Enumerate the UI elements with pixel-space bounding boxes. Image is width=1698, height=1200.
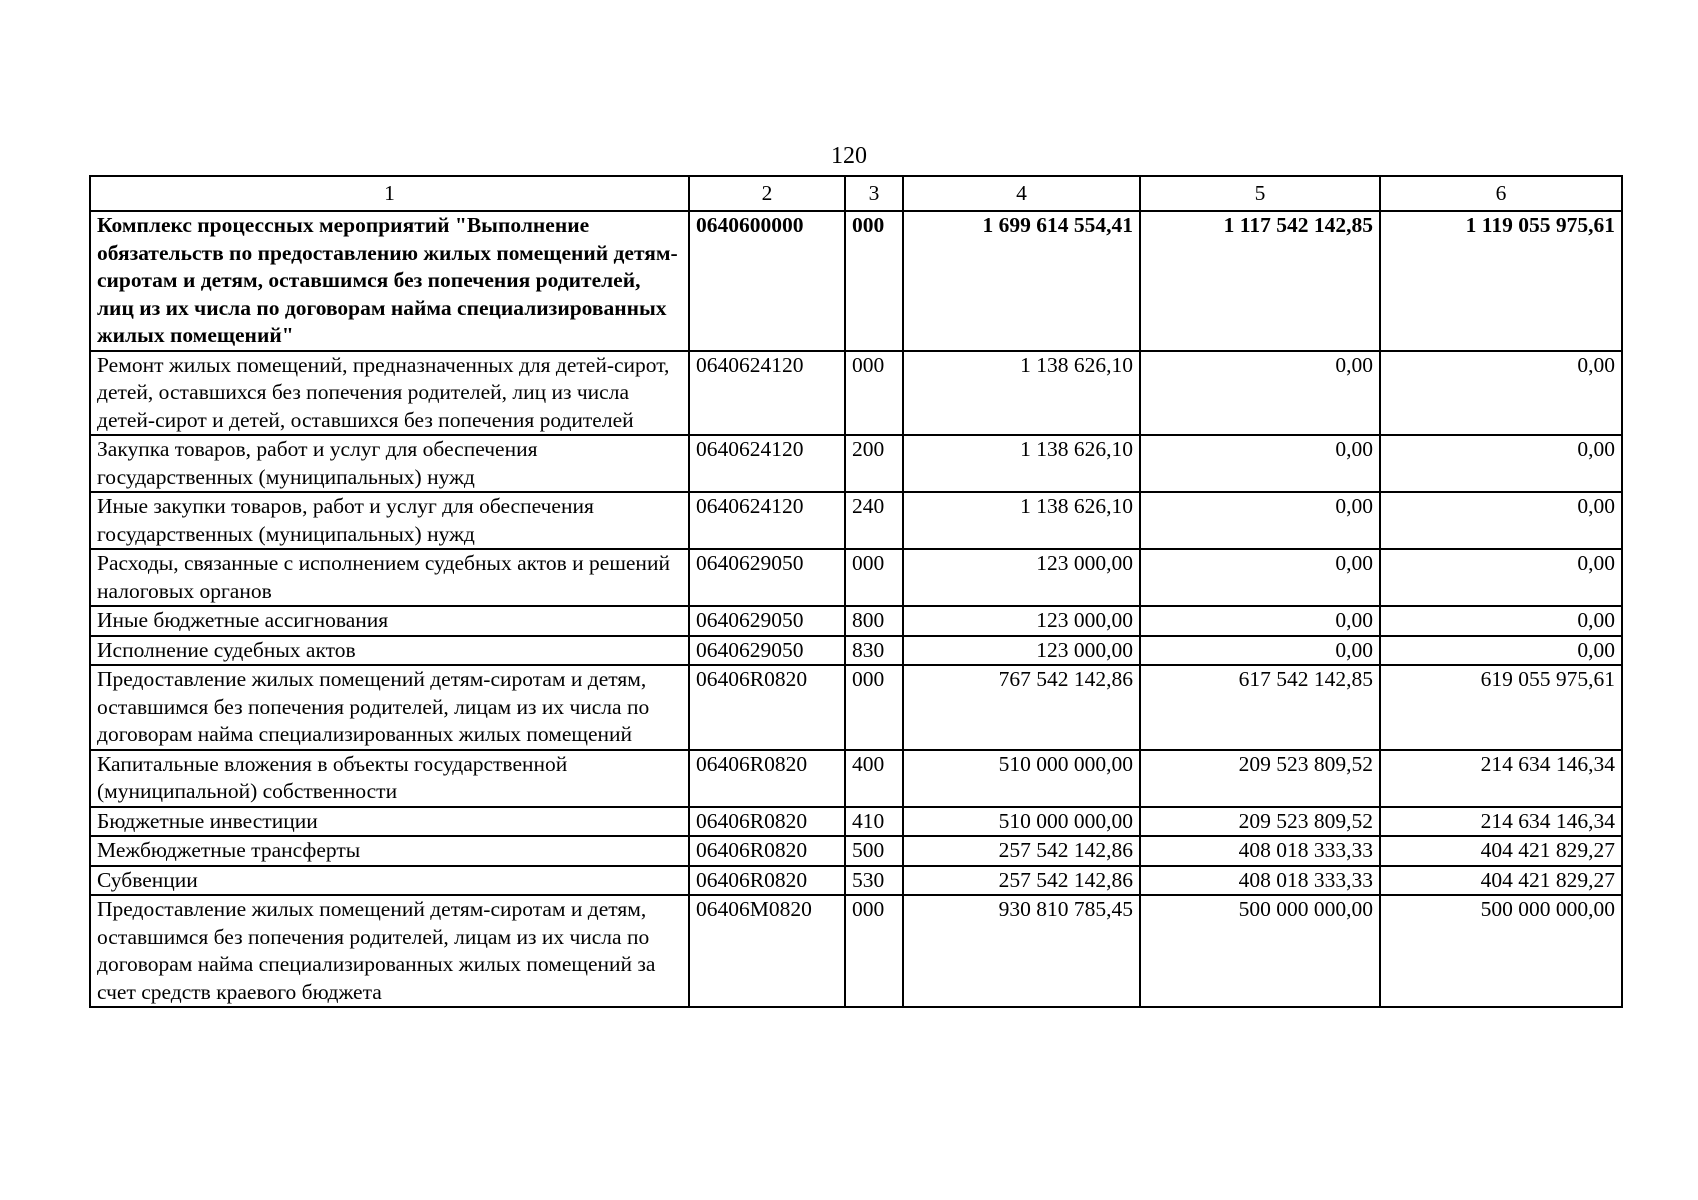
row-type-cell: 530 [845,866,903,896]
row-value-col5-cell: 0,00 [1140,606,1380,636]
row-value-col6-cell: 0,00 [1380,351,1622,436]
table-row [90,492,1622,549]
row-value-col5-cell: 0,00 [1140,435,1380,492]
row-type-cell: 000 [845,895,903,1007]
table-body [90,211,1622,1007]
table-row [90,435,1622,492]
column-header: 2 [689,176,845,211]
row-name-cell: Межбюджетные трансферты [90,836,689,866]
row-value-col4-cell: 930 810 785,45 [903,895,1140,1007]
row-value-col4-cell: 123 000,00 [903,636,1140,666]
row-value-col6-cell: 0,00 [1380,636,1622,666]
table-header-row [90,176,1622,211]
table-row [90,636,1622,666]
row-value-col6-cell: 214 634 146,34 [1380,807,1622,837]
row-value-col4-cell: 1 138 626,10 [903,351,1140,436]
row-code-cell: 0640629050 [689,549,845,606]
table-row [90,895,1622,1007]
row-name-cell: Субвенции [90,866,689,896]
row-code-cell: 06406R0820 [689,836,845,866]
row-value-col5-cell: 209 523 809,52 [1140,750,1380,807]
row-type-cell: 800 [845,606,903,636]
row-code-cell: 0640624120 [689,351,845,436]
row-name-cell: Иные закупки товаров, работ и услуг для обеспечения государственных (муниципальных) нужд [90,492,689,549]
row-value-col6-cell: 214 634 146,34 [1380,750,1622,807]
row-type-cell: 400 [845,750,903,807]
row-code-cell: 06406R0820 [689,665,845,750]
column-header: 4 [903,176,1140,211]
row-code-cell: 0640624120 [689,492,845,549]
row-type-cell: 000 [845,549,903,606]
table-row [90,866,1622,896]
row-value-col5-cell: 617 542 142,85 [1140,665,1380,750]
row-type-cell: 000 [845,351,903,436]
row-value-col6-cell: 0,00 [1380,549,1622,606]
row-value-col5-cell: 0,00 [1140,549,1380,606]
row-code-cell: 06406M0820 [689,895,845,1007]
budget-table [89,175,1623,1008]
row-name-cell: Капитальные вложения в объекты государственной (муниципальной) собственности [90,750,689,807]
row-code-cell: 0640600000 [689,211,845,351]
row-value-col5-cell: 209 523 809,52 [1140,807,1380,837]
row-name-cell: Ремонт жилых помещений, предназначенных для детей-сирот, детей, оставшихся без попечения родителей, лиц из числа детей-сирот и детей, оставшихся без попечения родителей [90,351,689,436]
row-value-col4-cell: 1 699 614 554,41 [903,211,1140,351]
row-value-col4-cell: 257 542 142,86 [903,866,1140,896]
row-type-cell: 410 [845,807,903,837]
row-value-col4-cell: 123 000,00 [903,606,1140,636]
row-type-cell: 240 [845,492,903,549]
row-value-col5-cell: 500 000 000,00 [1140,895,1380,1007]
row-value-col6-cell: 0,00 [1380,606,1622,636]
row-value-col5-cell: 0,00 [1140,492,1380,549]
column-header: 6 [1380,176,1622,211]
row-name-cell: Предоставление жилых помещений детям-сиротам и детям, оставшимся без попечения родителей, лицам из их числа по договорам найма специализированных жилых помещений [90,665,689,750]
row-name-cell: Комплекс процессных мероприятий "Выполнение обязательств по предоставлению жилых помещений детям-сиротам и детям, оставшимся без попечения родителей, лиц из их числа по договорам найма специализированных жилых помещений" [90,211,689,351]
row-type-cell: 200 [845,435,903,492]
row-value-col5-cell: 1 117 542 142,85 [1140,211,1380,351]
row-value-col4-cell: 1 138 626,10 [903,492,1140,549]
table-row [90,606,1622,636]
table-row [90,211,1622,351]
table-row [90,750,1622,807]
row-type-cell: 000 [845,665,903,750]
row-value-col4-cell: 1 138 626,10 [903,435,1140,492]
row-value-col5-cell: 0,00 [1140,636,1380,666]
row-value-col6-cell: 404 421 829,27 [1380,866,1622,896]
row-value-col6-cell: 619 055 975,61 [1380,665,1622,750]
table-row [90,836,1622,866]
column-header: 3 [845,176,903,211]
row-value-col6-cell: 404 421 829,27 [1380,836,1622,866]
column-header: 5 [1140,176,1380,211]
row-value-col4-cell: 767 542 142,86 [903,665,1140,750]
row-name-cell: Иные бюджетные ассигнования [90,606,689,636]
table-row [90,665,1622,750]
row-name-cell: Закупка товаров, работ и услуг для обеспечения государственных (муниципальных) нужд [90,435,689,492]
table-row [90,807,1622,837]
row-type-cell: 000 [845,211,903,351]
row-value-col6-cell: 1 119 055 975,61 [1380,211,1622,351]
row-type-cell: 500 [845,836,903,866]
row-name-cell: Бюджетные инвестиции [90,807,689,837]
row-value-col6-cell: 500 000 000,00 [1380,895,1622,1007]
row-value-col5-cell: 408 018 333,33 [1140,866,1380,896]
row-type-cell: 830 [845,636,903,666]
table-row [90,549,1622,606]
row-value-col4-cell: 510 000 000,00 [903,750,1140,807]
page-number: 120 [831,143,867,169]
row-value-col6-cell: 0,00 [1380,492,1622,549]
row-name-cell: Расходы, связанные с исполнением судебных актов и решений налоговых органов [90,549,689,606]
row-value-col5-cell: 0,00 [1140,351,1380,436]
row-code-cell: 0640629050 [689,606,845,636]
row-code-cell: 06406R0820 [689,807,845,837]
row-value-col5-cell: 408 018 333,33 [1140,836,1380,866]
column-header: 1 [90,176,689,211]
table-row [90,351,1622,436]
row-value-col6-cell: 0,00 [1380,435,1622,492]
row-value-col4-cell: 510 000 000,00 [903,807,1140,837]
row-name-cell: Исполнение судебных актов [90,636,689,666]
row-code-cell: 0640629050 [689,636,845,666]
row-name-cell: Предоставление жилых помещений детям-сиротам и детям, оставшимся без попечения родителей, лицам из их числа по договорам найма специализированных жилых помещений за счет средств краевого бюджета [90,895,689,1007]
row-value-col4-cell: 123 000,00 [903,549,1140,606]
row-code-cell: 0640624120 [689,435,845,492]
row-code-cell: 06406R0820 [689,750,845,807]
row-value-col4-cell: 257 542 142,86 [903,836,1140,866]
row-code-cell: 06406R0820 [689,866,845,896]
